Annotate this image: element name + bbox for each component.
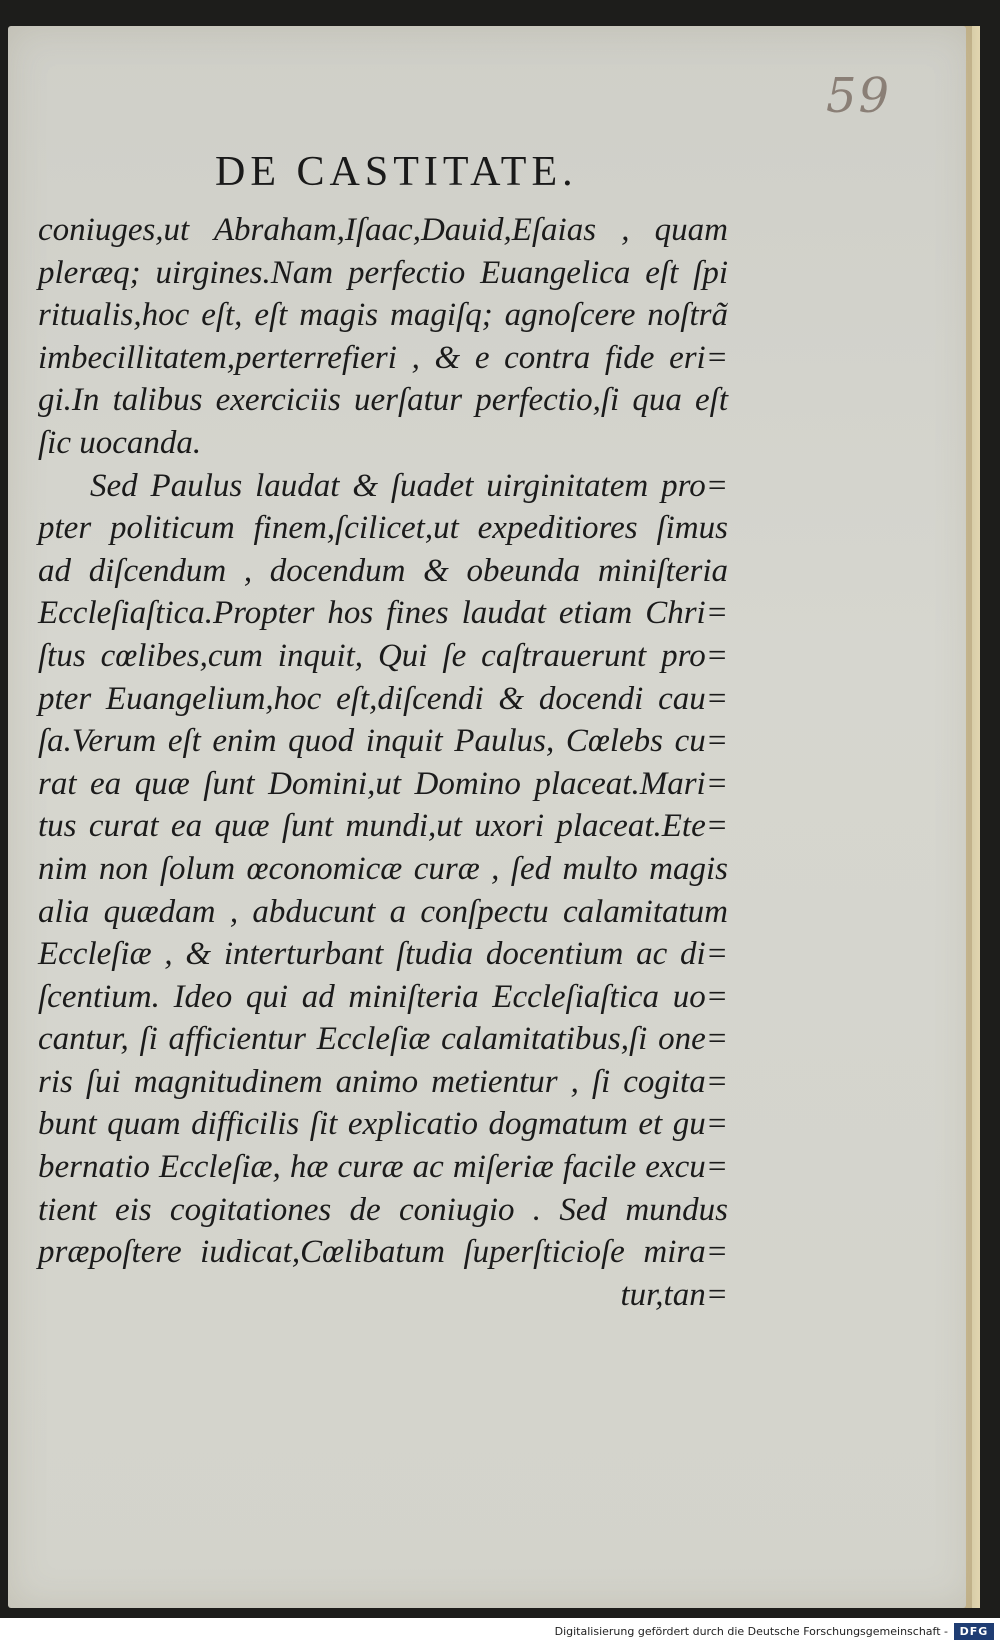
page-edge [972, 26, 980, 1608]
footer-bar [0, 1618, 1000, 1648]
text-line: ſcentium. Ideo qui ad miniſteria Eccleſiaſtica uo= [38, 978, 728, 1015]
text-line: imbecillitatem,perterrefieri , & e contra fide eri= [38, 339, 728, 376]
text-block [38, 209, 728, 1316]
catchword: tur,tan= [620, 1276, 728, 1313]
dfg-logo-icon: DFG [954, 1623, 994, 1640]
text-line: pter Euangelium,hoc eſt,diſcendi & docendi cau= [38, 680, 728, 717]
text-line: bunt quam difficilis ſit explicatio dogmatum et gu= [38, 1106, 728, 1143]
text-line: bernatio Eccleſiæ, hæ curæ ac miſeriæ facile excu= [38, 1149, 728, 1186]
text-line: ritualis,hoc eſt, eſt magis magiſq; agnoſcere noſtrã [38, 297, 728, 334]
funding-notice: Digitalisierung gefördert durch die Deutsche Forschungsgemeinschaft - [554, 1625, 948, 1638]
text-line: nim non ſolum œconomicæ curæ , ſed multo magis [38, 850, 728, 887]
text-line: Eccleſiæ , & interturbant ſtudia docentium ac di= [38, 936, 728, 973]
text-line: pter politicum finem,ſcilicet,ut expeditiores ſimus [38, 510, 728, 547]
text-line: ſa.Verum eſt enim quod inquit Paulus, Cœlebs cu= [38, 723, 728, 760]
text-line: Eccleſiaſtica.Propter hos fines laudat etiam Chri= [38, 595, 728, 632]
text-line: cantur, ſi afficientur Eccleſiæ calamitatibus,ſi one= [38, 1021, 728, 1058]
text-line: rat ea quæ ſunt Domini,ut Domino placeat.Mari= [38, 765, 728, 802]
text-line: præpoſtere iudicat,Cœlibatum ſuperſticioſe mira= [38, 1234, 728, 1271]
text-line: ris ſui magnitudinem animo metientur , ſi cogita= [38, 1063, 728, 1100]
text-line: Sed Paulus laudat & ſuadet uirginitatem pro= [90, 467, 728, 504]
text-line: tus curat ea quæ ſunt mundi,ut uxori placeat.Ete= [38, 808, 728, 845]
text-line: ſic uocanda. [38, 424, 202, 461]
folio-number: 59 [826, 68, 892, 124]
text-line: gi.In talibus exerciciis uerſatur perfectio,ſi qua eſt [38, 382, 728, 419]
text-line: ſtus cœlibes,cum inquit, Qui ſe caſtrauerunt pro= [38, 637, 728, 674]
text-line: alia quædam , abducunt a conſpectu calamitatum [38, 893, 728, 930]
running-head: DE CASTITATE. [215, 149, 578, 195]
text-line: coniuges,ut Abraham,Iſaac,Dauid,Eſaias , quam [38, 212, 728, 248]
text-line: tient eis cogitationes de coniugio . Sed mundus [38, 1191, 728, 1228]
text-line: pleræq; uirgines.Nam perfectio Euangelica eſt ſpi [38, 254, 728, 291]
text-line: ad diſcendum , docendum & obeunda miniſteria [38, 552, 728, 589]
